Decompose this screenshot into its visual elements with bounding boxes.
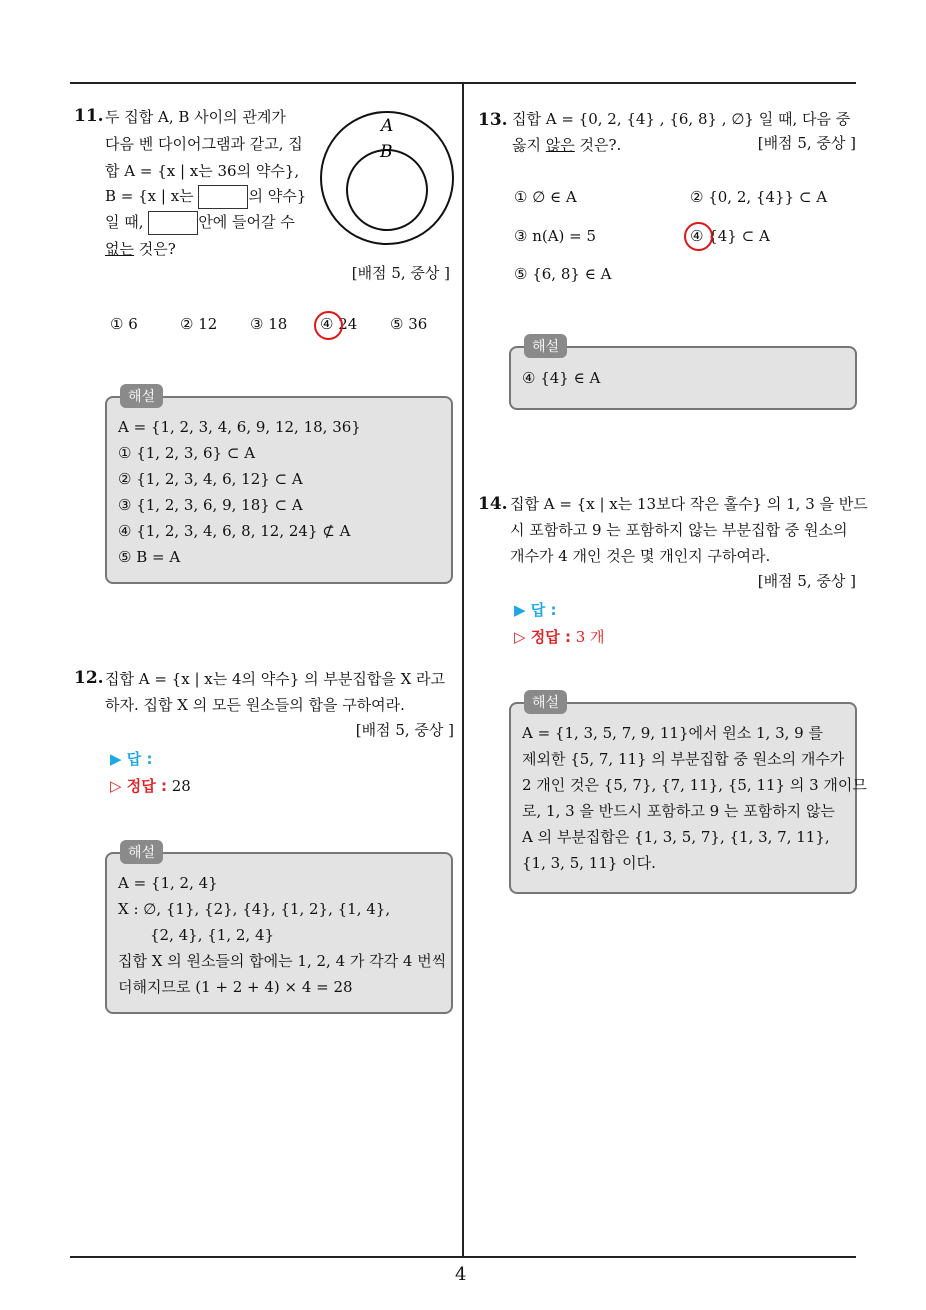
column-divider	[462, 82, 464, 1258]
explanation-line: {2, 4}, {1, 2, 4}	[150, 926, 275, 944]
explanation-line: 제외한 {5, 7, 11} 의 부분집합 중 원소의 개수가	[522, 750, 845, 768]
explanation-line: 집합 X 의 원소들의 합에는 1, 2, 4 가 각각 4 번씩	[118, 952, 447, 970]
explanation-line: {1, 3, 5, 11} 이다.	[522, 854, 656, 872]
explanation-line: ③ {1, 2, 3, 6, 9, 18} ⊂ A	[118, 496, 303, 514]
q11-choice-1[interactable]: ① 6	[110, 315, 138, 333]
explanation-line: X : ∅, {1}, {2}, {4}, {1, 2}, {1, 4},	[118, 900, 391, 918]
explanation-line: ④ {1, 2, 3, 4, 6, 8, 12, 24} ⊄ A	[118, 522, 351, 540]
q14-line3: 개수가 4 개인 것은 몇 개인지 구하여라.	[510, 547, 771, 565]
q14-score: [배점 5, 중상 ]	[757, 572, 856, 590]
q13-explanation-body	[522, 365, 600, 391]
q11-line4	[105, 183, 306, 210]
q11-line1: 두 집합 A, B 사이의 관계가	[105, 108, 286, 126]
q11-number: 11.	[74, 106, 104, 126]
q11-choice-4[interactable]: ④ 24	[320, 315, 358, 333]
venn-inner-circle	[347, 150, 427, 230]
q13-line1: 집합 A = {0, 2, {4} , {6, 8} , ∅} 일 때, 다음 중	[512, 110, 851, 128]
q11-choice-2[interactable]: ② 12	[180, 315, 218, 333]
q12-line1: 집합 A = {x | x는 4의 약수} 의 부분집합을 X 라고	[105, 670, 445, 688]
underlined-word: 않은	[545, 136, 575, 154]
explanation-line: A 의 부분집합은 {1, 3, 5, 7}, {1, 3, 7, 11},	[522, 828, 830, 846]
q12-explanation-body	[118, 870, 446, 1000]
q14-line2: 시 포함하고 9 는 포함하지 않는 부분집합 중 원소의	[510, 521, 848, 539]
q14-explanation-tag: 해설	[524, 690, 567, 714]
explanation-line: ④ {4} ∈ A	[522, 369, 601, 387]
q13-choice-5[interactable]: ⑤ {6, 8} ∈ A	[514, 265, 612, 283]
q14-number: 14.	[478, 494, 508, 514]
q11-line4-prefix: B = {x | x는	[105, 187, 194, 205]
explanation-line: ⑤ B = A	[118, 548, 181, 566]
q13-line2-pre: 옳지	[512, 136, 541, 154]
bottom-rule	[70, 1256, 856, 1258]
answer-mark-circle	[684, 222, 713, 251]
q13-choice-1[interactable]: ① ∅ ∈ A	[514, 188, 577, 206]
q14-correct-row	[514, 624, 605, 651]
q11-explanation-body	[118, 414, 361, 570]
explanation-line: 더해지므로 (1 + 2 + 4) × 4 = 28	[118, 978, 353, 996]
answer-mark-circle	[314, 311, 343, 340]
explanation-line: 로, 1, 3 을 반드시 포함하고 9 는 포함하지 않는	[522, 802, 835, 820]
q14-correct-value: 3 개	[575, 628, 605, 646]
q13-choice-2[interactable]: ② {0, 2, {4}} ⊂ A	[690, 188, 828, 206]
explanation-line: A = {1, 3, 5, 7, 9, 11}에서 원소 1, 3, 9 를	[522, 724, 823, 742]
q13-line2	[512, 132, 621, 159]
blank-box	[198, 185, 248, 209]
q12-explanation-tag: 해설	[120, 840, 163, 864]
q12-number: 12.	[74, 668, 104, 688]
q11-choice-5[interactable]: ⑤ 36	[390, 315, 428, 333]
q11-explanation-tag: 해설	[120, 384, 163, 408]
q13-explanation-tag: 해설	[524, 334, 567, 358]
explanation-line: 2 개인 것은 {5, 7}, {7, 11}, {5, 11} 의 3 개이므	[522, 776, 867, 794]
q13-score: [배점 5, 중상 ]	[757, 134, 856, 152]
q11-score: [배점 5, 중상 ]	[351, 264, 450, 282]
q11-line4-suffix: 의 약수}	[248, 187, 307, 205]
underlined-word: 없는	[105, 240, 134, 258]
venn-diagram	[318, 108, 458, 248]
q12-line2: 하자. 집합 X 의 모든 원소들의 합을 구하여라.	[105, 696, 405, 714]
blank-box	[148, 211, 198, 235]
q11-line3: 합 A = {x | x는 36의 약수},	[105, 162, 300, 180]
q11-line5-suffix: 안에 들어갈 수	[198, 213, 295, 231]
q13-number: 13.	[478, 110, 508, 130]
q14-answer-label: ▶ 답 :	[514, 601, 557, 619]
q12-correct-label: ▷ 정답 :	[110, 777, 167, 795]
explanation-line: A = {1, 2, 3, 4, 6, 9, 12, 18, 36}	[118, 418, 361, 436]
q14-correct-label: ▷ 정답 :	[514, 628, 571, 646]
q11-line5	[105, 209, 295, 236]
q12-score: [배점 5, 중상 ]	[355, 721, 454, 739]
q11-line5-prefix: 일 때,	[105, 213, 144, 231]
venn-label-b: B	[380, 142, 393, 162]
page-number: 4	[455, 1264, 467, 1285]
q11-choice-3[interactable]: ③ 18	[250, 315, 288, 333]
venn-label-a: A	[381, 116, 394, 136]
q12-correct-row	[110, 773, 191, 800]
q11-line2: 다음 벤 다이어그램과 같고, 집	[105, 135, 303, 153]
q13-line2-post: 것은?.	[579, 136, 622, 154]
q14-explanation-body	[522, 720, 867, 876]
q13-choice-3[interactable]: ③ n(A) = 5	[514, 227, 597, 245]
explanation-line: ② {1, 2, 3, 4, 6, 12} ⊂ A	[118, 470, 303, 488]
explanation-line: ① {1, 2, 3, 6} ⊂ A	[118, 444, 256, 462]
explanation-line: A = {1, 2, 4}	[118, 874, 218, 892]
q11-line6	[105, 236, 176, 263]
q13-choice-4[interactable]: ④ {4} ⊂ A	[690, 227, 770, 245]
q12-answer-label: ▶ 답 :	[110, 750, 153, 768]
q14-line1: 집합 A = {x | x는 13보다 작은 홀수} 의 1, 3 을 반드	[510, 495, 868, 513]
q11-line6-rest: 것은?	[138, 240, 176, 258]
q12-correct-value: 28	[171, 777, 191, 795]
